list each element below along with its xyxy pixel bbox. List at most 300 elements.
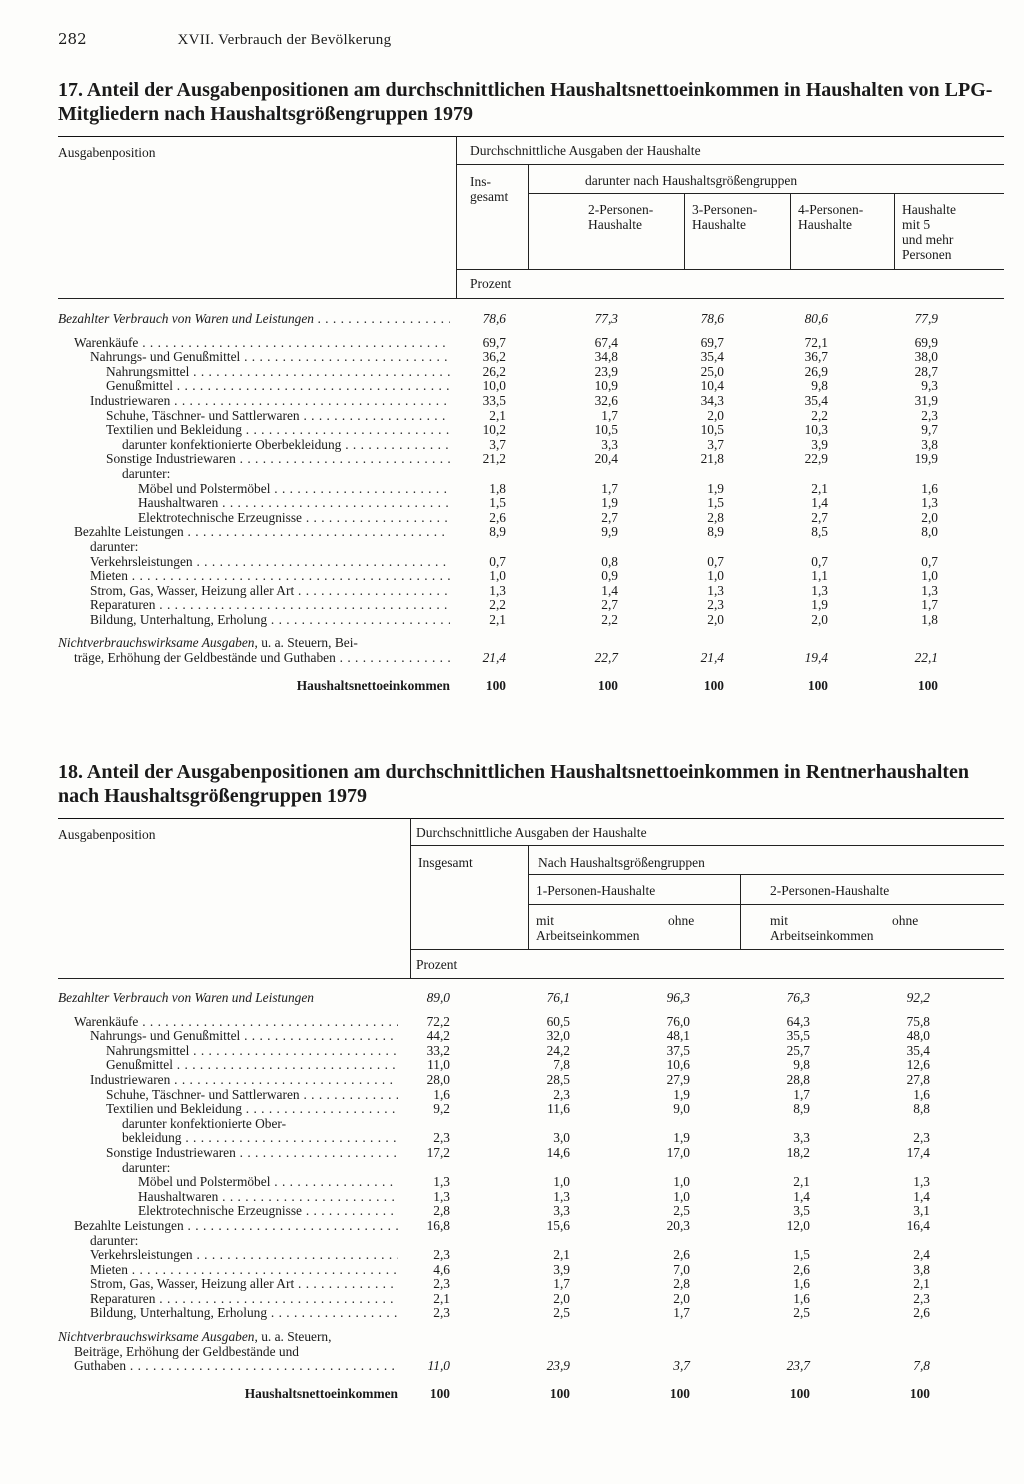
cell-value: 2,0 [553,1290,570,1306]
cell-value: 7,0 [673,1261,690,1277]
cell-value: 10,0 [482,378,506,394]
cell-value: 1,6 [433,1086,450,1102]
cell-value: 37,5 [666,1042,690,1058]
row-label: bekleidung . . . [122,1131,398,1146]
cell-value: 1,3 [921,495,938,511]
table-row [58,496,1004,511]
rule [58,136,1004,137]
cell-value: 16,4 [906,1217,930,1233]
cell-value: 100 [429,1385,450,1401]
cell-value: 3,9 [811,436,828,452]
cell-value: 64,3 [786,1013,810,1029]
cell-value: 1,9 [707,480,724,496]
cell-value: 2,0 [921,509,938,525]
cell-value: 77,3 [594,311,618,326]
cell-value: 1,0 [553,1174,570,1190]
cell-value: 1,3 [913,1174,930,1190]
cell-value: 19,9 [914,451,938,467]
cell-value: 0,7 [707,553,724,569]
cell-value: 32,0 [546,1028,570,1044]
table-row [58,1263,1004,1278]
cell-value: 2,7 [811,509,828,525]
table-row [58,336,1004,351]
cell-value: 8,9 [707,524,724,540]
cell-value: 11,0 [427,1057,450,1073]
cell-value: 44,2 [426,1028,450,1044]
row-label: Bildung, Unterhaltung, Erholung . . . [90,1306,398,1321]
cell-value: 10,2 [482,422,506,438]
row-label: Industriewaren . . . [90,394,450,409]
cell-value: 1,6 [913,1086,930,1102]
cell-value: 17,0 [666,1144,690,1160]
cell-value: 1,0 [707,568,724,584]
page-header [58,30,391,49]
ohne-1p: ohne [668,913,695,928]
cell-value: 2,7 [601,509,618,525]
row-label: darunter: [90,1233,139,1248]
cell-value: 4,6 [433,1261,450,1277]
cell-value: 8,0 [921,524,938,540]
cell-value: 1,0 [921,568,938,584]
col-position-header: Ausgabenposition [58,827,156,842]
rule [58,818,1004,819]
cell-value: 1,9 [601,495,618,511]
arbeit-2p: Arbeitseinkommen [770,928,874,943]
cell-value: 17,4 [906,1144,930,1160]
row-label: Haushaltsnettoeinkommen [296,678,450,693]
cell-value: 28,0 [426,1071,450,1087]
table-row [58,1131,1004,1146]
table-row [58,636,1004,651]
cell-value: 33,5 [482,392,506,408]
row-label: Nichtverbrauchswirksame Ausgaben, u. a. Steuern, Bei- [58,636,358,651]
cell-value: 28,5 [546,1071,570,1087]
cell-value: 72,1 [804,334,828,350]
cell-value: 2,8 [673,1276,690,1292]
table-row [58,1359,1004,1374]
table-row [58,409,1004,424]
row-label: Genußmittel . . . [106,1058,398,1073]
row-label: darunter konfektionierte Ober- [122,1116,287,1131]
cell-value: 1,3 [553,1188,570,1204]
unit-label: Prozent [470,276,512,291]
section-title: XVII. Verbrauch der Bevölkerung [177,32,392,48]
cell-value: 23,9 [594,363,618,379]
cell-value: 2,6 [793,1261,810,1277]
table-row [58,1117,1004,1132]
table-row [58,1073,1004,1088]
cell-value: 67,4 [594,334,618,350]
row-label: Schuhe, Täschner- und Sattlerwaren . . . [106,409,450,424]
cell-value: 8,8 [913,1101,930,1117]
cell-value: 1,9 [811,597,828,613]
rule [528,904,1004,905]
cell-value: 2,3 [913,1130,930,1146]
arbeit-1p: Arbeitseinkommen [536,928,640,943]
cell-value: 10,9 [594,378,618,394]
cell-value: 100 [485,677,506,693]
cell-value: 100 [597,677,618,693]
table-row [58,540,1004,555]
cell-value: 100 [917,677,938,693]
cell-value: 1,0 [673,1188,690,1204]
cell-value: 1,7 [793,1086,810,1102]
cell-value: 25,0 [700,363,724,379]
table-row [58,1204,1004,1219]
table-row [58,1015,1004,1030]
table-18-body [58,991,1004,1401]
cell-value: 1,3 [433,1174,450,1190]
cell-value: 3,7 [707,436,724,452]
col-5p-header: Haushalte mit 5 und mehr Personen [902,202,956,262]
cell-value: 11,6 [547,1101,570,1117]
row-label: Bezahlter Verbrauch von Waren und Leistungen [58,991,315,1005]
cell-value: 12,6 [906,1057,930,1073]
cell-value: 9,3 [921,378,938,394]
row-label: Verkehrsleistungen . . . [90,555,450,570]
cell-value: 60,5 [546,1013,570,1029]
cell-value: 1,5 [707,495,724,511]
row-label: Warenkäufe . . . [74,1015,398,1030]
cell-value: 2,3 [707,597,724,613]
row-label: Elektrotechnische Erzeugnisse . . . [138,1204,398,1219]
cell-value: 1,7 [921,597,938,613]
cell-value: 23,7 [786,1358,810,1374]
col-group-header: Durchschnittliche Ausgaben der Haushalte [470,143,701,158]
cell-value: 21,8 [700,451,724,467]
cell-value: 2,6 [913,1305,930,1321]
cell-value: 80,6 [804,311,828,326]
cell-value: 1,3 [921,582,938,598]
cell-value: 2,3 [433,1305,450,1321]
table-row [58,1146,1004,1161]
cell-value: 34,3 [700,392,724,408]
cell-value: 10,5 [700,422,724,438]
cell-value: 35,4 [700,349,724,365]
table-row [58,1306,1004,1321]
cell-value: 18,2 [786,1144,810,1160]
cell-value: 1,3 [707,582,724,598]
cell-value: 1,1 [811,568,828,584]
cell-value: 2,8 [433,1203,450,1219]
cell-value: 2,0 [707,407,724,423]
cell-value: 77,9 [914,311,938,326]
cell-value: 78,6 [482,311,506,326]
cell-value: 0,9 [601,568,618,584]
cell-value: 1,6 [793,1290,810,1306]
table-row [58,482,1004,497]
cell-value: 2,3 [433,1247,450,1263]
cell-value: 20,4 [594,451,618,467]
row-label: darunter konfektionierte Oberbekleidung . . . [122,438,450,453]
row-label: Warenkäufe . . . [74,336,450,351]
table-row [58,511,1004,526]
cell-value: 35,4 [804,392,828,408]
cell-value: 75,8 [906,1013,930,1029]
cell-value: 76,0 [666,1013,690,1029]
table-row [58,1058,1004,1073]
cell-value: 92,2 [906,990,930,1005]
row-label: Industriewaren . . . [90,1073,398,1088]
cell-value: 2,3 [553,1086,570,1102]
table-row [58,394,1004,409]
cell-value: 69,7 [482,334,506,350]
cell-value: 21,2 [482,451,506,467]
row-label: Sonstige Industriewaren . . . [106,452,450,467]
row-label: Textilien und Bekleidung . . . [106,1102,398,1117]
row-label: Textilien und Bekleidung . . . [106,423,450,438]
cell-value: 100 [909,1385,930,1401]
cell-value: 1,5 [793,1247,810,1263]
cell-value: 2,3 [913,1290,930,1306]
mit-2p: mit [770,913,789,928]
cell-value: 2,5 [553,1305,570,1321]
cell-value: 2,1 [553,1247,570,1263]
cell-value: 36,7 [804,349,828,365]
table-row [58,1292,1004,1307]
table-row [58,1387,1004,1402]
cell-value: 2,6 [673,1247,690,1263]
divider [790,193,791,269]
table-row [58,651,1004,666]
divider [456,136,457,298]
cell-value: 69,9 [914,334,938,350]
cell-value: 2,0 [673,1290,690,1306]
cell-value: 2,3 [433,1130,450,1146]
cell-value: 1,7 [601,407,618,423]
row-label: Nahrungsmittel . . . [106,1044,398,1059]
row-label: Nahrungs- und Genußmittel . . . [90,1029,398,1044]
table-row [58,525,1004,540]
row-label: Nahrungsmittel . . . [106,365,450,380]
cell-value: 38,0 [914,349,938,365]
col-3p-header: 3-Personen- Haushalte [692,202,758,232]
unit-label: Prozent [416,957,458,972]
cell-value: 2,8 [707,509,724,525]
row-label: Nichtverbrauchswirksame Ausgaben, u. a. Steuern, [58,1330,332,1345]
cell-value: 96,3 [666,990,690,1005]
row-label: darunter: [122,1160,171,1175]
mit-1p: mit [536,913,555,928]
cell-value: 3,7 [673,1358,690,1374]
cell-value: 22,1 [914,650,938,666]
cell-value: 0,7 [811,553,828,569]
cell-value: 20,3 [666,1217,690,1233]
table-row [58,1029,1004,1044]
row-label: Reparaturen . . . [90,1292,398,1307]
cell-value: 1,4 [601,582,618,598]
cell-value: 1,4 [793,1188,810,1204]
cell-value: 28,7 [914,363,938,379]
table-row [58,1190,1004,1205]
cell-value: 19,4 [804,650,828,666]
cell-value: 1,0 [489,568,506,584]
cell-value: 16,8 [426,1217,450,1233]
rule [58,978,1004,979]
cell-value: 2,5 [793,1305,810,1321]
table-row [58,1345,1004,1360]
cell-value: 1,8 [921,611,938,627]
cell-value: 21,4 [482,650,506,666]
table-row [58,613,1004,628]
cell-value: 12,0 [786,1217,810,1233]
row-label: Haushaltwaren . . . [138,1190,398,1205]
cell-value: 1,0 [673,1174,690,1190]
cell-value: 2,1 [811,480,828,496]
cell-value: 9,9 [601,524,618,540]
cell-value: 26,9 [804,363,828,379]
cell-value: 3,3 [793,1130,810,1146]
cell-value: 1,3 [433,1188,450,1204]
cell-value: 69,7 [700,334,724,350]
cell-value: 3,3 [601,436,618,452]
cell-value: 9,8 [793,1057,810,1073]
cell-value: 9,0 [673,1101,690,1117]
col-sub-header: Nach Haushaltsgrößengruppen [538,855,705,870]
cell-value: 8,5 [811,524,828,540]
cell-value: 1,5 [489,495,506,511]
table-17-body [58,312,1004,693]
divider [684,193,685,269]
cell-value: 72,2 [426,1013,450,1029]
row-label: Möbel und Polstermöbel . . . [138,482,450,497]
divider [740,874,741,949]
cell-value: 1,7 [553,1276,570,1292]
cell-value: 48,1 [666,1028,690,1044]
divider [410,818,411,978]
row-label: Haushaltsnettoeinkommen [244,1386,398,1401]
cell-value: 2,1 [793,1174,810,1190]
table-row [58,1088,1004,1103]
table-row [58,1277,1004,1292]
table-row [58,598,1004,613]
row-label: Nahrungs- und Genußmittel . . . [90,350,450,365]
cell-value: 22,7 [594,650,618,666]
cell-value: 0,8 [601,553,618,569]
cell-value: 2,2 [811,407,828,423]
cell-value: 1,3 [811,582,828,598]
cell-value: 76,3 [786,990,810,1005]
rule [528,193,1004,194]
page-number: 282 [58,30,87,48]
row-label: Möbel und Polstermöbel . . . [138,1175,398,1190]
col-group-header: Durchschnittliche Ausgaben der Haushalte [416,825,647,840]
cell-value: 7,8 [553,1057,570,1073]
cell-value: 3,9 [553,1261,570,1277]
table-row [58,452,1004,467]
cell-value: 24,2 [546,1042,570,1058]
rule [456,164,1004,165]
cell-value: 7,8 [913,1358,930,1374]
cell-value: 3,8 [921,436,938,452]
row-label: Strom, Gas, Wasser, Heizung aller Art . . . [90,584,450,599]
cell-value: 2,6 [489,509,506,525]
cell-value: 32,6 [594,392,618,408]
cell-value: 100 [807,677,828,693]
cell-value: 10,5 [594,422,618,438]
ohne-2p: ohne [892,913,919,928]
cell-value: 26,2 [482,363,506,379]
row-label: Genußmittel . . . [106,379,450,394]
cell-value: 0,7 [921,553,938,569]
cell-value: 27,9 [666,1071,690,1087]
cell-value: 1,4 [913,1188,930,1204]
cell-value: 34,8 [594,349,618,365]
rule [410,845,1004,846]
cell-value: 1,8 [489,480,506,496]
cell-value: 10,6 [666,1057,690,1073]
cell-value: 2,2 [489,597,506,613]
cell-value: 2,1 [433,1290,450,1306]
group-2p-header: 2-Personen-Haushalte [770,883,890,898]
cell-value: 11,0 [427,1358,450,1374]
cell-value: 2,0 [811,611,828,627]
row-label: Elektrotechnische Erzeugnisse . . . [138,511,450,526]
cell-value: 48,0 [906,1028,930,1044]
cell-value: 1,9 [673,1130,690,1146]
rule [410,949,1004,950]
cell-value: 1,6 [921,480,938,496]
table-row [58,1219,1004,1234]
cell-value: 1,7 [601,480,618,496]
cell-value: 78,6 [700,311,724,326]
table-18-title: 18. Anteil der Ausgabenpositionen am durchschnittlichen Haushaltsnettoeinkommen in Rentnerhaushalten nach Haushaltsgrößengruppen 1979 [58,761,970,807]
cell-value: 8,9 [793,1101,810,1117]
col-total-header: Ins- gesamt [470,174,509,204]
cell-value: 1,7 [673,1305,690,1321]
row-label: Verkehrsleistungen . . . [90,1248,398,1263]
divider [894,193,895,269]
table-row [58,312,1004,327]
table-row [58,350,1004,365]
table-row [58,1330,1004,1345]
cell-value: 3,0 [553,1130,570,1146]
cell-value: 3,5 [793,1203,810,1219]
cell-value: 3,3 [553,1203,570,1219]
col-sub-header: darunter nach Haushaltsgrößengruppen [585,173,798,188]
table-row [58,991,1004,1006]
row-label: Mieten . . . [90,1263,398,1278]
table-row [58,569,1004,584]
table-row [58,365,1004,380]
cell-value: 22,9 [804,451,828,467]
rule [456,269,1004,270]
cell-value: 14,6 [546,1144,570,1160]
cell-value: 2,1 [489,611,506,627]
cell-value: 21,4 [700,650,724,666]
cell-value: 9,7 [921,422,938,438]
cell-value: 2,4 [913,1247,930,1263]
row-label: Bildung, Unterhaltung, Erholung . . . [90,613,450,628]
cell-value: 2,1 [913,1276,930,1292]
cell-value: 31,9 [914,392,938,408]
cell-value: 2,7 [601,597,618,613]
row-label: Bezahlte Leistungen . . . [74,1219,398,1234]
cell-value: 76,1 [546,990,570,1005]
cell-value: 15,6 [546,1217,570,1233]
cell-value: 35,5 [786,1028,810,1044]
cell-value: 2,5 [673,1203,690,1219]
table-row [58,423,1004,438]
row-label: Bezahlte Leistungen . . . [74,525,450,540]
cell-value: 10,4 [700,378,724,394]
row-label: träge, Erhöhung der Geldbestände und Guthaben . . . [74,651,450,666]
cell-value: 35,4 [906,1042,930,1058]
cell-value: 2,3 [921,407,938,423]
table-17-title: 17. Anteil der Ausgabenpositionen am durchschnittlichen Haushaltsnettoeinkommen in Haushalten von LPG-Mitgliedern nach Haushaltsgrößengruppen 1979 [58,79,993,125]
row-label: darunter: [122,466,171,481]
cell-value: 0,7 [489,553,506,569]
